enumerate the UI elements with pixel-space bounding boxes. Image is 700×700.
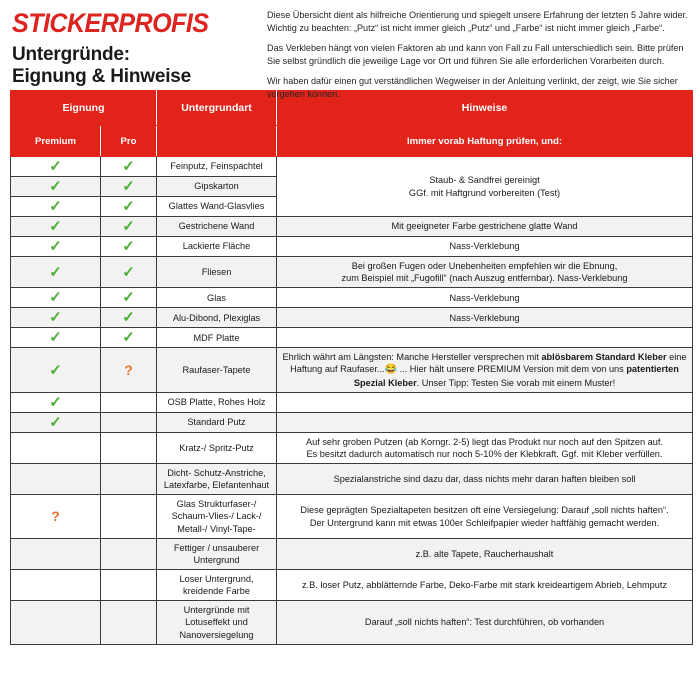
cell-substrate: Glattes Wand-Glasvlies bbox=[157, 197, 277, 217]
header bbox=[0, 0, 700, 100]
table-row bbox=[11, 432, 693, 463]
cell-substrate: Kratz-/ Spritz-Putz bbox=[157, 432, 277, 463]
cell-premium bbox=[11, 601, 101, 644]
check-icon: ✓ bbox=[49, 361, 62, 379]
brand-logo: STICKERPROFIS bbox=[12, 8, 209, 38]
cell-pro bbox=[101, 288, 157, 308]
question-icon: ? bbox=[51, 508, 60, 525]
suitability-table bbox=[10, 90, 693, 645]
cell-note bbox=[277, 392, 693, 412]
cell-pro bbox=[101, 237, 157, 257]
cell-note: Nass-Verklebung bbox=[277, 308, 693, 328]
cell-note-merged: Staub- & Sandfrei gereinigt GGf. mit Haftgrund vorbereiten (Test) bbox=[277, 157, 693, 217]
cell-pro bbox=[101, 412, 157, 432]
page-title-line2: Eignung & Hinweise bbox=[12, 66, 192, 88]
table-row bbox=[11, 157, 693, 177]
check-icon: ✓ bbox=[49, 413, 62, 431]
intro-paragraph-1: Diese Übersicht dient als hilfreiche Orientierung und spiegelt unsere Erfahrung der letzten 5 Jahre wider. Wichtig zu beachten: „Putz“ ist nicht immer gleich „Putz“ und „Farbe“ ist nicht immer gleich „Farbe“. bbox=[267, 10, 688, 34]
table-row bbox=[11, 392, 693, 412]
cell-substrate: OSB Platte, Rohes Holz bbox=[157, 392, 277, 412]
cell-premium bbox=[11, 328, 101, 348]
table-row bbox=[11, 288, 693, 308]
check-icon: ✓ bbox=[122, 178, 135, 195]
cell-premium bbox=[11, 257, 101, 288]
table-row bbox=[11, 538, 693, 569]
cell-note bbox=[277, 412, 693, 432]
check-icon: ✓ bbox=[49, 329, 62, 347]
page-title-line1: Untergründe: bbox=[12, 43, 130, 65]
intro-paragraph-2: Das Verkleben hängt von vielen Faktoren ab und kann von Fall zu Fall unterschiedlich sein. Bitte prüfen Sie selbst gründlich die jeweilige Lage vor Ort und führen Sie alle erforderlichen Vorarbeiten durch. bbox=[267, 43, 684, 67]
check-icon: ✓ bbox=[122, 198, 135, 215]
cell-premium bbox=[11, 412, 101, 432]
cell-substrate: Alu-Dibond, Plexiglas bbox=[157, 308, 277, 328]
cell-premium bbox=[11, 392, 101, 412]
table-row bbox=[11, 601, 693, 644]
cell-pro bbox=[101, 308, 157, 328]
cell-substrate: Lackierte Fläche bbox=[157, 237, 277, 257]
col-header-hinweise-sub: Immer vorab Haftung prüfen, und: bbox=[277, 126, 693, 157]
cell-pro bbox=[101, 432, 157, 463]
table-row bbox=[11, 412, 693, 432]
cell-premium bbox=[11, 217, 101, 237]
check-icon: ✓ bbox=[49, 238, 62, 255]
cell-pro bbox=[101, 392, 157, 412]
check-icon: ✓ bbox=[122, 263, 135, 281]
cell-pro bbox=[101, 157, 157, 177]
table-row bbox=[11, 348, 693, 392]
cell-premium bbox=[11, 495, 101, 538]
table-row bbox=[11, 217, 693, 237]
cell-pro bbox=[101, 601, 157, 644]
cell-note: Darauf „soll nichts haften“: Test durchführen, ob vorhanden bbox=[277, 601, 693, 644]
intro-paragraph-3: Wir haben dafür einen gut verständlichen Wegweiser in der Anleitung verlinkt, der zeigt, wie Sie sicher vorgehen können. bbox=[267, 76, 678, 100]
cell-substrate: Loser Untergrund, kreidende Farbe bbox=[157, 570, 277, 601]
cell-note: z.B. loser Putz, abblätternde Farbe, Deko-Farbe mit stark kreideartigem Abrieb, Lehmputz bbox=[277, 570, 693, 601]
cell-note: z.B. alte Tapete, Raucherhaushalt bbox=[277, 538, 693, 569]
cell-substrate: Gestrichene Wand bbox=[157, 217, 277, 237]
check-icon: ✓ bbox=[122, 158, 135, 175]
cell-pro bbox=[101, 464, 157, 495]
check-icon: ✓ bbox=[122, 329, 135, 347]
cell-premium bbox=[11, 348, 101, 392]
cell-substrate: Standard Putz bbox=[157, 412, 277, 432]
check-icon: ✓ bbox=[49, 198, 62, 215]
brand-block bbox=[12, 6, 257, 89]
table-row bbox=[11, 570, 693, 601]
cell-note: Mit geeigneter Farbe gestrichene glatte Wand bbox=[277, 217, 693, 237]
cell-substrate: Dicht- Schutz-Anstriche, Latexfarbe, Elefantenhaut bbox=[157, 464, 277, 495]
col-header-premium: Premium bbox=[11, 126, 101, 157]
cell-pro bbox=[101, 197, 157, 217]
cell-note: Diese geprägten Spezialtapeten besitzen oft eine Versiegelung: Darauf „soll nichts haften“. Der Untergrund kann mit etwas 100er Schleifpapier wieder haftfähig gemacht werden. bbox=[277, 495, 693, 538]
cell-substrate: Glas Strukturfaser-/ Schaum-Vlies-/ Lack-/ Metall-/ Vinyl-Tape- bbox=[157, 495, 277, 538]
check-icon: ✓ bbox=[49, 218, 62, 235]
cell-substrate: Gipskarton bbox=[157, 177, 277, 197]
cell-note: Nass-Verklebung bbox=[277, 237, 693, 257]
check-icon: ✓ bbox=[49, 289, 62, 307]
laughing-emoji: 😂 bbox=[384, 364, 398, 376]
intro-text bbox=[257, 6, 692, 102]
col-header-hinweise: Hinweise bbox=[277, 91, 693, 126]
table-row bbox=[11, 308, 693, 328]
cell-substrate: Fettiger / unsauberer Untergrund bbox=[157, 538, 277, 569]
cell-premium bbox=[11, 464, 101, 495]
cell-premium bbox=[11, 288, 101, 308]
cell-substrate: Glas bbox=[157, 288, 277, 308]
cell-premium bbox=[11, 308, 101, 328]
cell-pro bbox=[101, 495, 157, 538]
cell-note: Nass-Verklebung bbox=[277, 288, 693, 308]
col-header-untergrundart-sub bbox=[157, 126, 277, 157]
cell-pro bbox=[101, 570, 157, 601]
cell-note: Bei großen Fugen oder Unebenheiten empfehlen wir die Ebnung, zum Beispiel mit „Fugofill“ (nach Auszug entfernbar). Nass-Verklebung bbox=[277, 257, 693, 288]
table-row bbox=[11, 237, 693, 257]
cell-note: Spezialanstriche sind dazu dar, dass nichts mehr daran haften bleiben soll bbox=[277, 464, 693, 495]
cell-premium bbox=[11, 570, 101, 601]
check-icon: ✓ bbox=[122, 218, 135, 235]
cell-pro bbox=[101, 328, 157, 348]
check-icon: ✓ bbox=[49, 263, 62, 281]
cell-pro bbox=[101, 177, 157, 197]
check-icon: ✓ bbox=[122, 289, 135, 307]
cell-pro bbox=[101, 217, 157, 237]
cell-premium bbox=[11, 177, 101, 197]
cell-premium bbox=[11, 237, 101, 257]
cell-pro bbox=[101, 348, 157, 392]
table-row bbox=[11, 328, 693, 348]
col-header-pro: Pro bbox=[101, 126, 157, 157]
check-icon: ✓ bbox=[122, 238, 135, 255]
col-header-untergrundart: Untergrundart bbox=[157, 91, 277, 126]
cell-note bbox=[277, 328, 693, 348]
check-icon: ✓ bbox=[49, 309, 62, 327]
table-row bbox=[11, 257, 693, 288]
col-header-eignung: Eignung bbox=[11, 91, 157, 126]
table-body bbox=[11, 157, 693, 645]
cell-note: Auf sehr groben Putzen (ab Korngr. 2-5) liegt das Produkt nur noch auf den Spitzen auf. Es besitzt dadurch automatisch nur noch 5-10% der Klebkraft. Ggf. mit Kleber verfüllen. bbox=[277, 432, 693, 463]
cell-premium bbox=[11, 432, 101, 463]
table-row bbox=[11, 464, 693, 495]
cell-pro bbox=[101, 538, 157, 569]
suitability-table-wrapper bbox=[0, 90, 700, 645]
cell-substrate: Feinputz, Feinspachtel bbox=[157, 157, 277, 177]
table-head-row-2 bbox=[11, 126, 693, 157]
check-icon: ✓ bbox=[49, 393, 62, 411]
cell-pro bbox=[101, 257, 157, 288]
cell-substrate: Raufaser-Tapete bbox=[157, 348, 277, 392]
check-icon: ✓ bbox=[49, 178, 62, 195]
check-icon: ✓ bbox=[122, 309, 135, 327]
cell-premium bbox=[11, 157, 101, 177]
cell-substrate: MDF Platte bbox=[157, 328, 277, 348]
cell-premium bbox=[11, 538, 101, 569]
cell-premium bbox=[11, 197, 101, 217]
cell-substrate: Fliesen bbox=[157, 257, 277, 288]
page-title bbox=[12, 44, 257, 90]
question-icon: ? bbox=[124, 361, 133, 378]
cell-substrate: Untergründe mit Lotuseffekt und Nanoversiegelung bbox=[157, 601, 277, 644]
cell-note: Ehrlich währt am Längsten: Manche Hersteller versprechen mit ablösbarem Standard Kleber eine Haftung auf Raufaser...😂 ... Hier hält unsere PREMIUM Version mit dem von uns patentierten Spezial Kleber. Unser Tipp: Testen Sie vorab mit einem Muster! bbox=[277, 348, 693, 392]
table-row bbox=[11, 495, 693, 538]
check-icon: ✓ bbox=[49, 158, 62, 175]
